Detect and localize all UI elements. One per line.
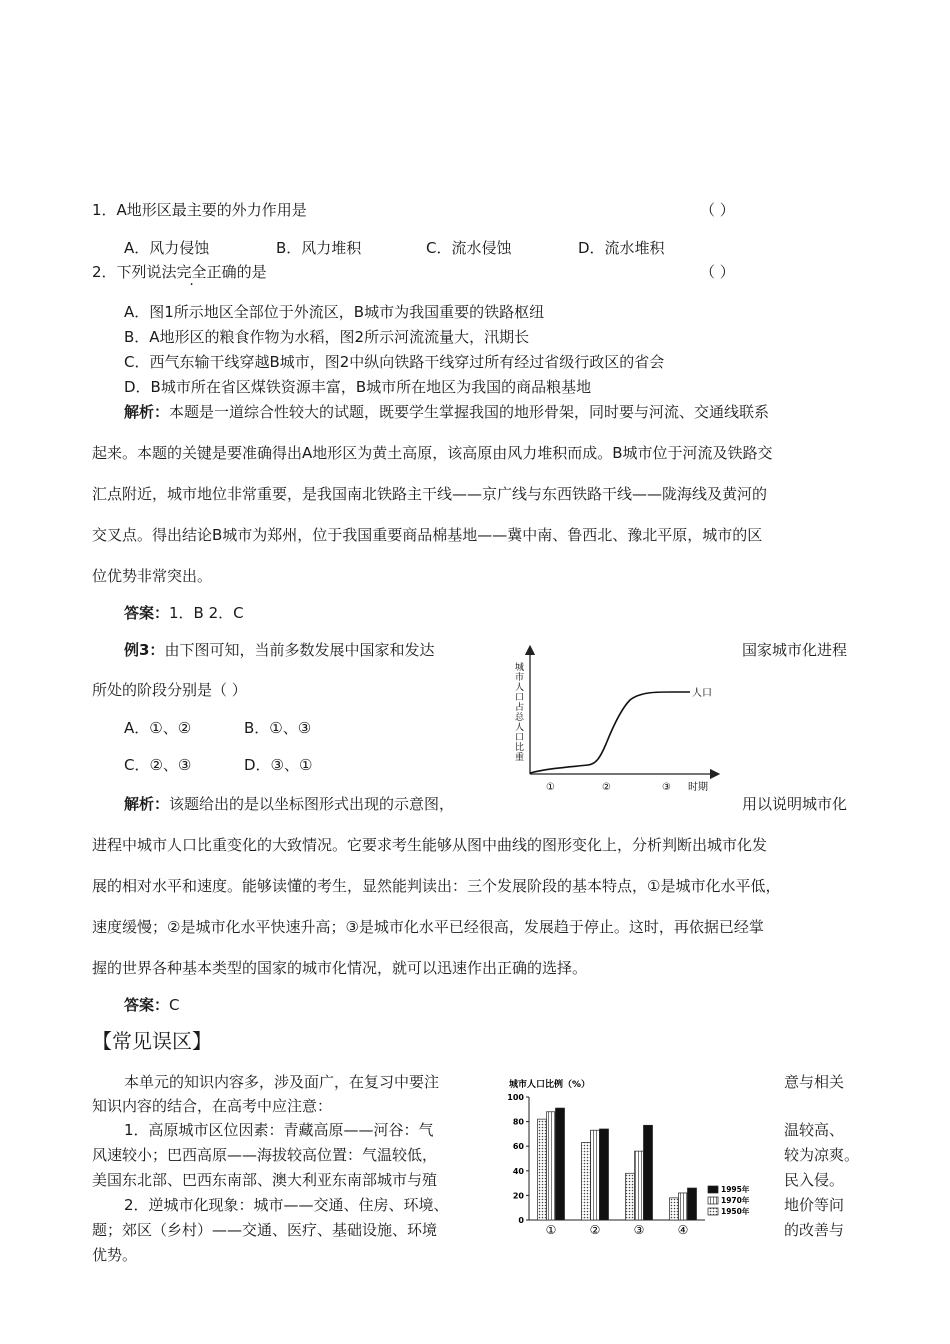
q1-answer-paren: （ ）: [700, 201, 735, 219]
ex3-line-1: 例3：由下图可知，当前多数发展中国家和发达: [124, 641, 435, 659]
y-tick-label: 80: [512, 1117, 524, 1127]
analysis2-label: 解析：: [124, 795, 170, 813]
analysis2-line-4: 速度缓慢；②是城市化水平快速升高；③是城市化水平已经很高，发展趋于停止。这时，再依据已经掌: [92, 918, 764, 936]
urbanization-curve-chart: [500, 640, 725, 800]
q2-option-c: C．西气东输干线穿越B城市，图2中纵向铁路干线穿过所有经过省级行政区的省会: [124, 353, 665, 371]
legend-label: 1950年: [721, 1207, 750, 1216]
analysis2-line-1: 解析：该题给出的是以坐标图形式出现的示意图，: [124, 795, 455, 813]
misc-row-7-right: 的改善与: [784, 1221, 845, 1239]
curve-label: 人口: [692, 688, 712, 699]
q2-answer-paren: （ ）: [700, 263, 735, 281]
y-tick-label: 100: [507, 1093, 524, 1102]
bar-chart-title: 城市人口比例（%）: [509, 1080, 591, 1090]
bar: [538, 1119, 547, 1220]
ex3-option-a: A．①、②: [124, 719, 192, 737]
ex3-option-d: D．③、①: [244, 756, 313, 774]
bar: [644, 1125, 653, 1220]
section-title: 【常见误区】: [92, 1029, 212, 1053]
analysis2-line-1-right: 用以说明城市化: [742, 795, 848, 813]
misc-row-4-left: 风速较小；巴西高原——海拔较高位置：气温较低，: [92, 1146, 438, 1164]
bar: [547, 1112, 556, 1220]
analysis2-line-2: 进程中城市人口比重变化的大致情况。它要求考生能够从图中曲线的图形变化上，分析判断出城市化发: [92, 836, 768, 854]
bar: [670, 1198, 679, 1220]
misc-row-7-left: 题；郊区（乡村）——交通、医疗、基础设施、环境: [92, 1221, 438, 1239]
analysis1-line-1: 解析：本题是一道综合性较大的试题，既要学生掌握我国的地形骨架，同时要与河流、交通线联系: [124, 403, 770, 421]
q2-stem-pre: 2．下列说法: [92, 263, 177, 281]
misc-row-6-left: 2．逆城市化现象：城市——交通、住房、环境、: [124, 1196, 449, 1214]
ex3-option-b: B．①、③: [244, 719, 312, 737]
urbanization-curve: [530, 692, 690, 773]
q2-stem-post: 正确的是: [206, 263, 267, 281]
legend-label: 1995年: [721, 1185, 750, 1194]
ex3-option-c: C．②、③: [124, 756, 192, 774]
bar: [688, 1188, 697, 1220]
bar: [679, 1193, 688, 1220]
bar: [591, 1130, 600, 1220]
misc-row-8-left: 优势。: [92, 1246, 138, 1264]
bar: [582, 1143, 591, 1220]
q1-option-a: A．风力侵蚀: [124, 239, 210, 257]
legend-swatch: [708, 1208, 718, 1215]
chart1-ylabel: 城市人口占总人口比重: [513, 662, 523, 762]
x-category-label: ③: [633, 1223, 645, 1237]
analysis2-line-5: 握的世界各种基本类型的国家的城市化情况，就可以迅速作出正确的选择。: [92, 959, 588, 977]
analysis2-line-3: 展的相对水平和速度。能够读懂的考生，显然能判读出：三个发展阶段的基本特点，①是城市化水平低，: [92, 877, 781, 895]
y-tick-label: 0: [518, 1216, 524, 1225]
q1-option-d: D．流水堆积: [578, 239, 665, 257]
q2-stem: [92, 262, 267, 282]
x-category-label: ④: [677, 1223, 689, 1237]
y-tick-label: 60: [512, 1142, 524, 1152]
ex3-label: 例3：: [124, 641, 165, 659]
chart1-xlabel: 时期: [688, 782, 708, 793]
q2-option-a: A．图1所示地区全部位于外流区，B城市为我国重要的铁路枢纽: [124, 303, 545, 321]
q2-option-b: B．A地形区的粮食作物为水稻，图2所示河流流量大，汛期长: [124, 328, 530, 346]
legend-label: 1970年: [721, 1196, 750, 1205]
x-category-label: ②: [589, 1223, 601, 1237]
misc-row-1-left: 本单元的知识内容多，涉及面广，在复习中要注: [124, 1073, 440, 1091]
bar: [626, 1173, 635, 1220]
misc-row-5-right: 民入侵。: [784, 1171, 845, 1189]
bar: [600, 1129, 609, 1220]
misc-row-3-right: 温较高、: [784, 1121, 845, 1139]
stage-3-label: ③: [662, 782, 671, 793]
analysis1-line-4: 交叉点。得出结论B城市为郑州，位于我国重要商品棉基地——冀中南、鲁西北、豫北平原，城市的区: [92, 526, 763, 544]
misc-row-4-right: 较为凉爽。: [784, 1146, 860, 1164]
misc-row-2-left: 知识内容的结合，在高考中应注意：: [92, 1097, 333, 1115]
analysis1-line-3: 汇点附近，城市地位非常重要，是我国南北铁路主干线——京广线与东西铁路干线——陇海线及黄河的: [92, 485, 768, 503]
ex3-line-2: 所处的阶段分别是（ ）: [92, 681, 247, 699]
analysis1-line-5: 位优势非常突出。: [92, 567, 213, 585]
misc-row-3-left: 1．高原城市区位因素：青藏高原——河谷：气: [124, 1121, 434, 1139]
misc-row-1-right: 意与相关: [784, 1073, 845, 1091]
q2-option-d: D．B城市所在省区煤铁资源丰富，B城市所在地区为我国的商品粮基地: [124, 378, 592, 396]
stage-1-label: ①: [546, 782, 555, 793]
analysis1-label: 解析：: [124, 403, 170, 421]
bar: [635, 1151, 644, 1220]
x-category-label: ①: [545, 1223, 557, 1237]
analysis1-line-2: 起来。本题的关键是要准确得出A地形区为黄土高原，该高原由风力堆积而成。B城市位于河流及铁路交: [92, 444, 773, 462]
bar: [556, 1108, 565, 1220]
ex3-line-1-right: 国家城市化进程: [742, 641, 848, 659]
legend-swatch: [708, 1197, 718, 1204]
urban-population-bar-chart: [505, 1075, 770, 1245]
stage-2-label: ②: [602, 782, 611, 793]
q1-stem: 1．A地形区最主要的外力作用是: [92, 201, 307, 219]
misc-row-5-left: 美国东北部、巴西东南部、澳大利亚东南部城市与殖: [92, 1171, 438, 1189]
answer1: 答案：1．B 2．C: [124, 604, 244, 622]
legend-swatch: [708, 1186, 718, 1193]
q2-stem-emphasis: 完全: [176, 263, 207, 281]
y-tick-label: 20: [512, 1191, 524, 1201]
y-tick-label: 40: [512, 1166, 524, 1176]
q1-option-b: B．风力堆积: [276, 239, 362, 257]
answer2: 答案：C: [124, 996, 180, 1014]
q1-option-c: C．流水侵蚀: [426, 239, 512, 257]
misc-row-6-right: 地价等问: [784, 1196, 845, 1214]
